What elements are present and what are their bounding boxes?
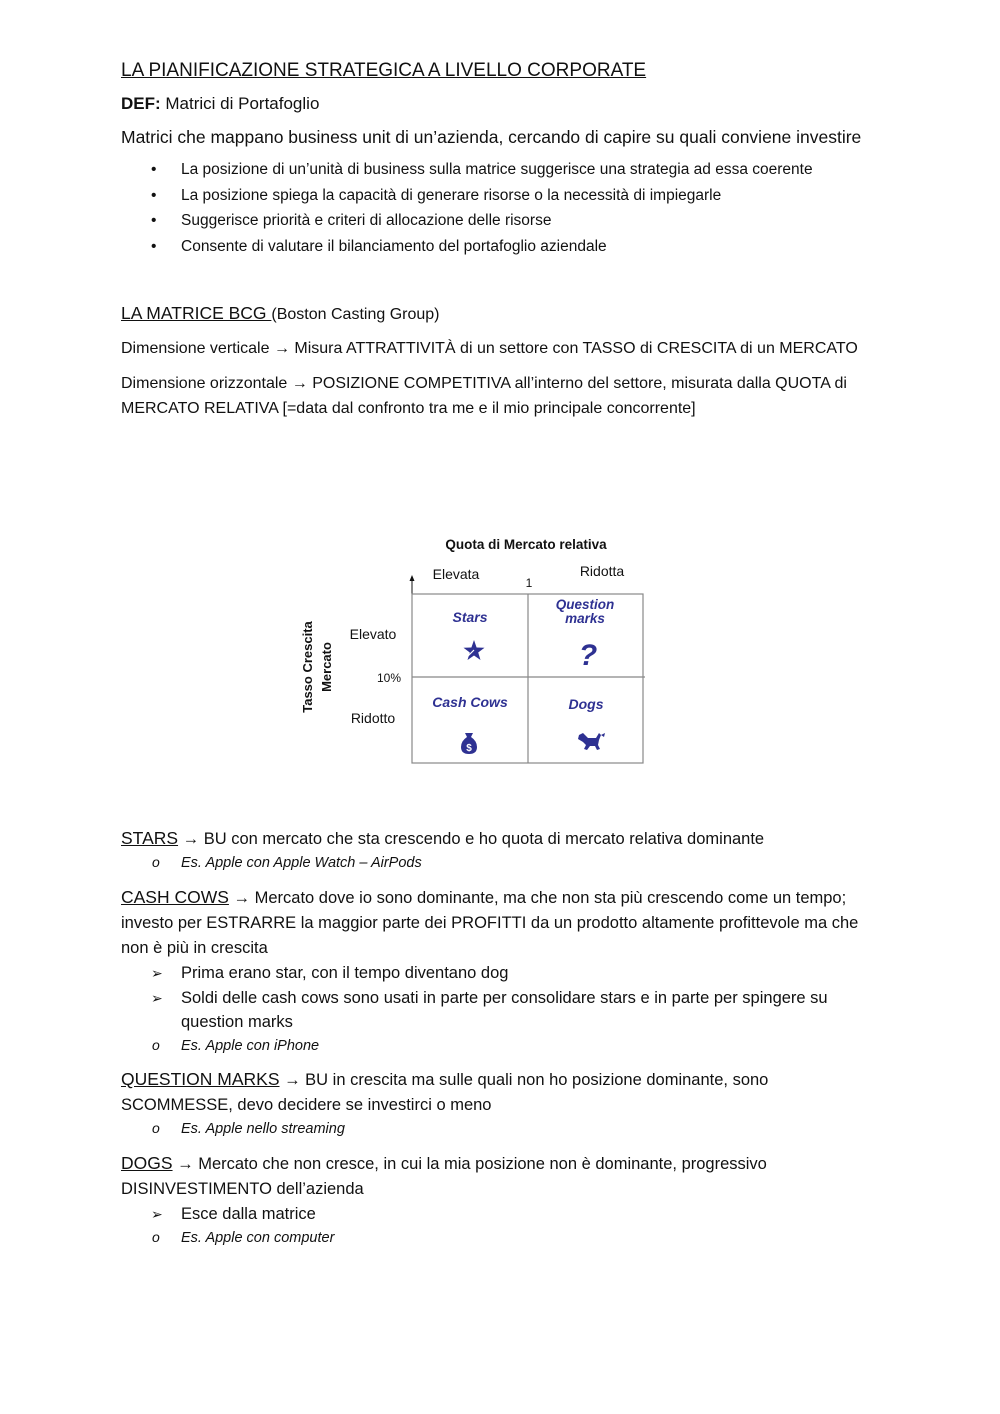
matrix-x-low-label: Ridotta: [579, 563, 625, 579]
definition-text: Matrici di Portafoglio: [160, 94, 320, 113]
dogs-section: [121, 1151, 881, 1250]
question-marks-sublist: [121, 1118, 881, 1141]
bcg-heading: LA MATRICE BCG: [121, 303, 272, 323]
question-marks-key: QUESTION MARKS: [121, 1069, 280, 1089]
quadrant-dogs-label: Dogs: [568, 696, 604, 712]
stars-line: [121, 826, 881, 852]
dogs-text: → Mercato che non cresce, in cui la mia posizione non è dominante, progressivo DISINVESTIMENTO dell’azienda: [121, 1155, 767, 1198]
question-marks-text: → BU in crescita ma sulle quali non ho posizione dominante, sono SCOMMESSE, devo decidere se investirci o meno: [121, 1071, 769, 1114]
cash-cows-key: CASH COWS: [121, 887, 229, 907]
question-marks-example: o Es. Apple nello streaming: [121, 1118, 881, 1141]
bullet-item: • La posizione di un’unità di business sulla matrice suggerisce una strategia ad essa coerente: [121, 157, 881, 183]
vertical-dimension: Dimensione verticale → Misura ATTRATTIVITÀ di un settore con TASSO di CRESCITA di un MERCATO: [121, 340, 858, 357]
question-marks-line: [121, 1067, 881, 1118]
question-mark-icon: ?: [578, 639, 598, 672]
stars-example: o Es. Apple con Apple Watch – AirPods: [121, 852, 881, 875]
cash-cows-section: [121, 885, 881, 1058]
horizontal-dimension: Dimensione orizzontale → POSIZIONE COMPETITIVA all’interno del settore, misurata dalla QUOTA di MERCATO RELATIVA [=data dal confronto tra me e il mio principale concorrente]: [121, 375, 847, 417]
cash-cows-sublist: [121, 961, 881, 1058]
star-icon: [464, 640, 485, 660]
stars-sublist: [121, 852, 881, 875]
bcg-matrix: [298, 532, 648, 772]
cash-cows-point: ➢ Soldi delle cash cows sono usati in parte per consolidare stars e in parte per spingere su question marks: [121, 986, 881, 1035]
stars-section: [121, 826, 881, 875]
bcg-matrix-svg: [298, 532, 648, 772]
dogs-point: ➢ Esce dalla matrice: [121, 1202, 881, 1227]
cash-cows-line: [121, 885, 881, 961]
matrix-x-high-label: Elevata: [432, 566, 480, 582]
cash-cows-text: → Mercato dove io sono dominante, ma che non sta più crescendo come un tempo; investo per ESTRARRE la maggior parte dei PROFITTI da un prodotto altamente profittevole ma che non è più in crescita: [121, 889, 859, 957]
document-body: [121, 60, 881, 431]
dogs-example: o Es. Apple con computer: [121, 1227, 881, 1250]
stars-key: STARS: [121, 828, 179, 848]
cash-cows-point: ➢ Prima erano star, con il tempo diventano dog: [121, 961, 881, 986]
question-marks-section: [121, 1067, 881, 1141]
stars-text: → BU con mercato che sta crescendo e ho quota di mercato relativa dominante: [178, 830, 765, 848]
dogs-sublist: [121, 1202, 881, 1250]
cash-cows-example: o Es. Apple con iPhone: [121, 1035, 881, 1058]
dogs-line: [121, 1151, 881, 1202]
bullet-item: • Suggerisce priorità e criteri di allocazione delle risorse: [121, 208, 881, 234]
quadrant-question-label-line1: Question: [555, 597, 615, 612]
quadrant-cash-cows-label: Cash Cows: [432, 694, 508, 710]
quadrant-stars-label: Stars: [452, 609, 488, 625]
money-bag-symbol: $: [466, 743, 472, 754]
dog-icon: [578, 733, 605, 750]
matrix-y-mid-label: 10%: [376, 671, 402, 685]
quadrant-question-label-line2: marks: [565, 611, 605, 626]
money-bag-icon: [461, 733, 477, 754]
matrix-y-title-line2: Mercato: [319, 642, 334, 692]
matrix-y-high-label: Elevato: [349, 626, 397, 642]
matrix-y-low-label: Ridotto: [350, 710, 396, 726]
dogs-key: DOGS: [121, 1153, 173, 1173]
matrix-top-title: Quota di Mercato relativa: [445, 537, 607, 552]
bcg-subheading: (Boston Casting Group): [271, 306, 440, 323]
bullet-item: • La posizione spiega la capacità di generare risorse o la necessità di impiegarle: [121, 183, 881, 209]
definition-label: DEF:: [121, 94, 161, 113]
matrix-x-mid-label: 1: [525, 576, 533, 590]
matrix-y-title-line1: Tasso Crescita: [300, 621, 315, 713]
bullet-list: [121, 157, 881, 259]
bcg-heading-line: [121, 303, 881, 324]
intro-paragraph: Matrici che mappano business unit di un’azienda, cercando di capire su quali conviene investire: [121, 127, 862, 147]
page-title: LA PIANIFICAZIONE STRATEGICA A LIVELLO CORPORATE: [121, 60, 647, 81]
matrix-axis-arrow: [410, 575, 415, 581]
definition-line: [121, 94, 881, 114]
bullet-item: • Consente di valutare il bilanciamento del portafoglio aziendale: [121, 234, 881, 260]
